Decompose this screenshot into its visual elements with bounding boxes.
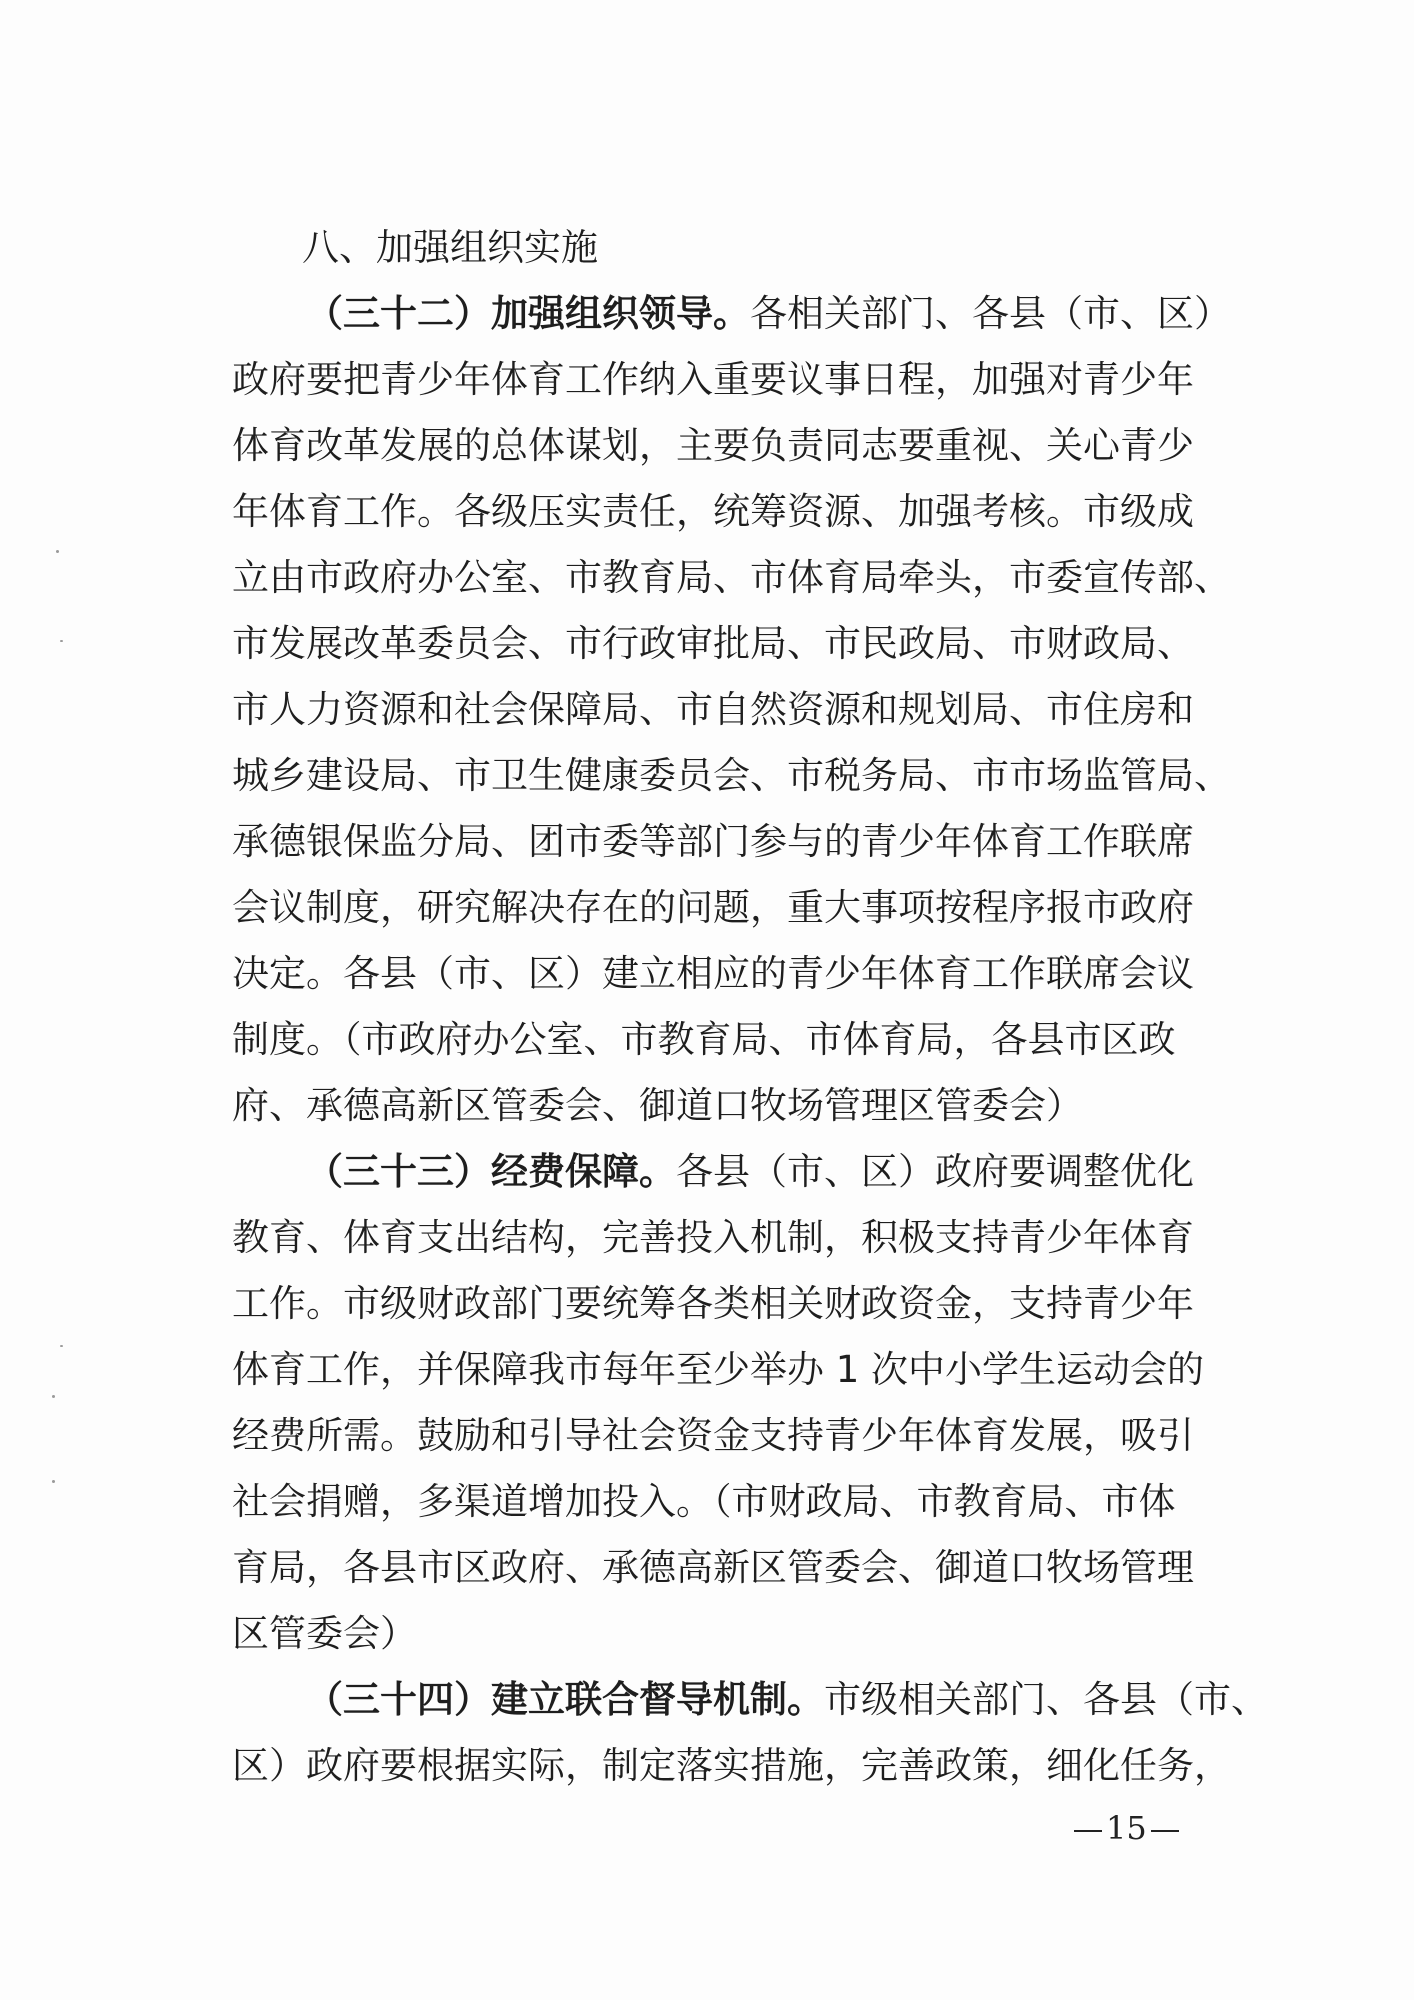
paragraph-line: 区）政府要根据实际，制定落实措施，完善政策，细化任务， xyxy=(232,1744,1231,1787)
paragraph-label: （三十二）加强组织领导。 xyxy=(306,292,750,335)
paragraph-line: 市发展改革委员会、市行政审批局、市民政局、市财政局、 xyxy=(232,622,1194,665)
scan-speck xyxy=(60,640,63,642)
paragraph-line: 政府要把青少年体育工作纳入重要议事日程，加强对青少年 xyxy=(232,358,1194,401)
paragraph-first-line xyxy=(306,282,1231,346)
paragraph-first-line xyxy=(306,1140,1194,1204)
paragraph-line: 会议制度，研究解决存在的问题，重大事项按程序报市政府 xyxy=(232,886,1194,929)
paragraph-line: 经费所需。鼓励和引导社会资金支持青少年体育发展，吸引 xyxy=(232,1414,1194,1457)
page-number-dash-left xyxy=(1074,1830,1102,1832)
paragraph-line: 体育改革发展的总体谋划，主要负责同志要重视、关心青少 xyxy=(232,424,1194,467)
paragraph-line: 决定。各县（市、区）建立相应的青少年体育工作联席会议 xyxy=(232,952,1194,995)
paragraph-label: （三十三）经费保障。 xyxy=(306,1150,676,1193)
paragraph-line: 制度。（市政府办公室、市教育局、市体育局，各县市区政 xyxy=(232,1018,1176,1061)
page-number-value: 15 xyxy=(1106,1809,1147,1847)
paragraph-line: 承德银保监分局、团市委等部门参与的青少年体育工作联席 xyxy=(232,820,1194,863)
paragraph-first-line xyxy=(306,1668,1268,1732)
paragraph-text: 各相关部门、各县（市、区） xyxy=(750,292,1231,335)
paragraph-line: 体育工作，并保障我市每年至少举办 1 次中小学生运动会的 xyxy=(232,1348,1205,1391)
paragraph-line: 社会捐赠，多渠道增加投入。（市财政局、市教育局、市体 xyxy=(232,1480,1176,1523)
paragraph-line: 育局，各县市区政府、承德高新区管委会、御道口牧场管理 xyxy=(232,1546,1194,1589)
paragraph-line: 府、承德高新区管委会、御道口牧场管理区管委会） xyxy=(232,1084,1083,1127)
scan-speck xyxy=(60,1345,63,1347)
paragraph-text: 各县（市、区）政府要调整优化 xyxy=(676,1150,1194,1193)
paragraph-text: 市级相关部门、各县（市、 xyxy=(824,1678,1268,1721)
scan-speck xyxy=(52,1480,55,1483)
paragraph-line: 城乡建设局、市卫生健康委员会、市税务局、市市场监管局、 xyxy=(232,754,1231,797)
paragraph-label: （三十四）建立联合督导机制。 xyxy=(306,1678,824,1721)
section-heading: 八、加强组织实施 xyxy=(302,226,598,269)
paragraph-line: 区管委会） xyxy=(232,1612,417,1655)
paragraph-line: 市人力资源和社会保障局、市自然资源和规划局、市住房和 xyxy=(232,688,1194,731)
paragraph-line: 教育、体育支出结构，完善投入机制，积极支持青少年体育 xyxy=(232,1216,1194,1259)
scan-speck xyxy=(56,550,59,553)
paragraph-line: 年体育工作。各级压实责任，统筹资源、加强考核。市级成 xyxy=(232,490,1194,533)
paragraph-line: 立由市政府办公室、市教育局、市体育局牵头，市委宣传部、 xyxy=(232,556,1231,599)
page-number-dash-right xyxy=(1151,1830,1179,1832)
page-number xyxy=(1070,1808,1183,1848)
paragraph-line: 工作。市级财政部门要统筹各类相关财政资金，支持青少年 xyxy=(232,1282,1194,1325)
scan-speck xyxy=(52,1395,55,1398)
